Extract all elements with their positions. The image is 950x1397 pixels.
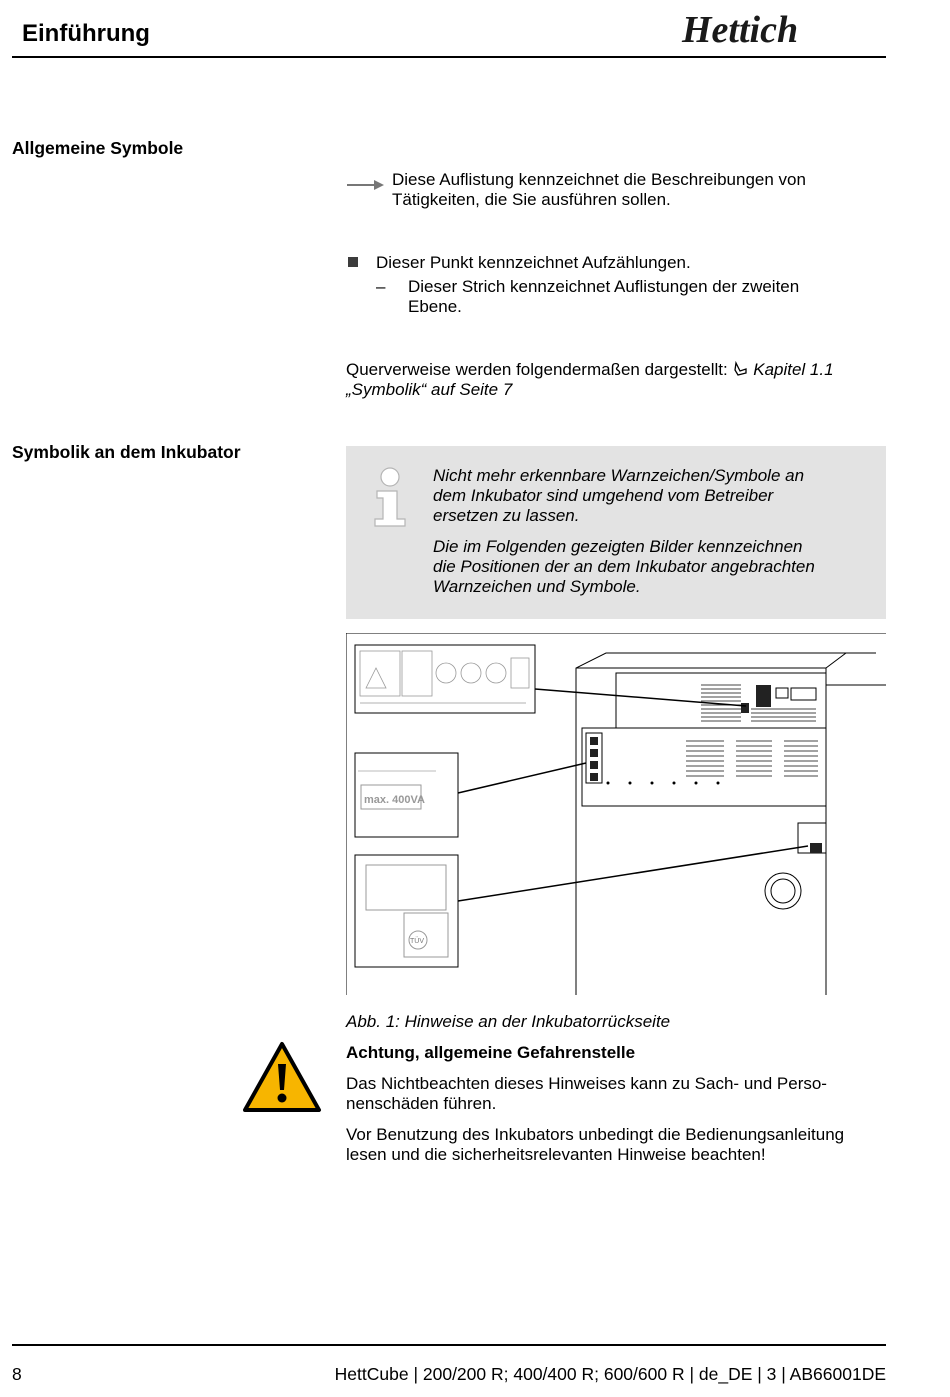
section-heading-incubator-symbols: Symbolik an dem Inkubator (12, 442, 241, 462)
cross-reference-link-cont[interactable]: „Symbolik“ auf Seite 7 (346, 380, 513, 399)
dash-symbol: – (376, 277, 386, 296)
footer-rule (12, 1344, 886, 1346)
info-note-paragraph-2: Die im Folgenden gezeigten Bilder kennzeichnen die Positionen der an dem Inkubator angebrachten Warnzeichen und Symbole. (433, 537, 815, 596)
cross-reference-explanation: Querverweise werden folgendermaßen dargestellt: Kapitel 1.1 „Symbolik“ auf Seite 7 (346, 360, 886, 400)
document-info: HettCube | 200/200 R; 400/400 R; 600/600 R | de_DE | 3 | AB66001DE (334, 1364, 886, 1384)
page-section-title: Einführung (22, 20, 150, 47)
hettich-logo (678, 6, 888, 55)
header-rule (12, 56, 886, 58)
svg-text:Hettich: Hettich (682, 9, 799, 50)
warning-title: Achtung, allgemeine Gefahrenstelle (346, 1043, 636, 1062)
warning-triangle-icon (241, 1040, 323, 1119)
bullet-square-icon (348, 257, 358, 267)
incubator-rear-illustration (346, 633, 886, 995)
bullet-description: Dieser Punkt kennzeichnet Aufzählungen. (376, 253, 691, 272)
cross-reference-hand-icon (733, 361, 749, 377)
warning-paragraph-1: Das Nichtbeachten dieses Hinweises kann zu Sach- und Perso- nenschäden führen. (346, 1074, 827, 1113)
dash-description: Dieser Strich kennzeichnet Auflistungen der zweiten Ebene. (408, 277, 800, 316)
info-note-paragraph-1: Nicht mehr erkennbare Warnzeichen/Symbole an dem Inkubator sind umgehend vom Betreiber ersetzen zu lassen. (433, 466, 805, 525)
page-number: 8 (12, 1364, 22, 1384)
svg-text:TÜV: TÜV (410, 938, 424, 945)
svg-text:max. 400VA: max. 400VA (364, 794, 425, 806)
cross-reference-link[interactable]: Kapitel 1.1 (753, 360, 834, 379)
instruction-description: Diese Auflistung kennzeichnet die Beschreibungen von Tätigkeiten, die Sie ausführen sollen. (392, 170, 806, 209)
info-note-box (346, 446, 886, 619)
warning-paragraph-2: Vor Benutzung des Inkubators unbedingt die Bedienungsanleitung lesen und die sicherheitsrelevanten Hinweise beachten! (346, 1125, 845, 1164)
section-heading-general-symbols: Allgemeine Symbole (12, 138, 184, 158)
figure-caption: Abb. 1: Hinweise an der Inkubatorrückseite (346, 1012, 671, 1031)
info-icon (370, 466, 410, 533)
instruction-arrow-icon (346, 176, 386, 199)
